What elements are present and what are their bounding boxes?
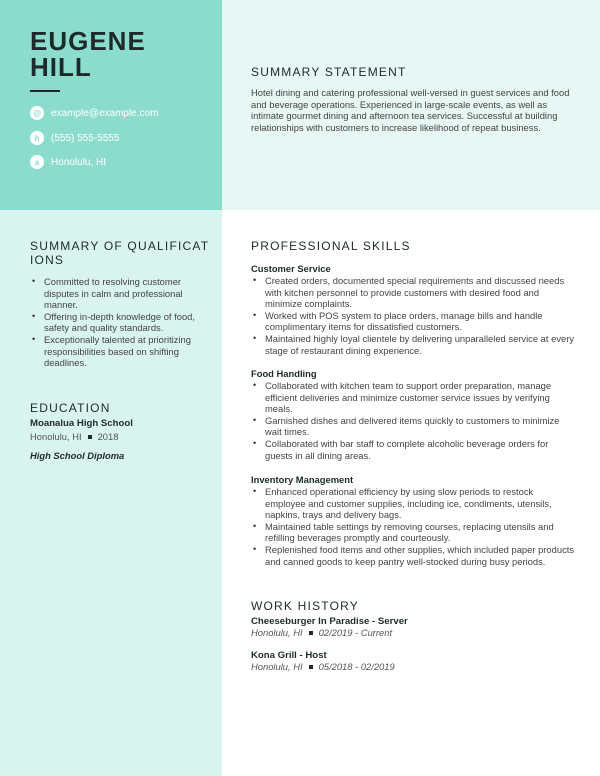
work-title: WORK HISTORY [251, 599, 359, 613]
job-title: Kona Grill - Host [251, 650, 327, 661]
education-title: EDUCATION [30, 401, 111, 415]
job-meta [251, 661, 576, 672]
contact-address [30, 155, 106, 169]
list-item: • Created orders, documented special requirements and discussed needs with kitchen personnel to provide customers with desired food and minimize complaints. [251, 275, 576, 310]
summary-title: SUMMARY STATEMENT [251, 65, 407, 79]
skills-group-name: Inventory Management [251, 474, 354, 485]
list-item: • Exceptionally talented at prioritizing responsibilities based on shifting deadlines. [30, 334, 200, 369]
list-item: • Replenished food items and other supplies, which included paper products and canned goods to keep pantry well-stocked during busy periods. [251, 544, 576, 567]
list-item: • Maintained highly loyal clientele by delivering unparalleled service at every stage of restaurant dining experience. [251, 333, 576, 356]
email-icon: @ [30, 106, 44, 120]
job-entry [251, 650, 576, 672]
skills-title: PROFESSIONAL SKILLS [251, 239, 411, 253]
job-location: Honolulu, HI [251, 661, 303, 672]
contact-email [30, 106, 158, 120]
job-meta [251, 627, 576, 638]
job-entry [251, 616, 576, 638]
list-item: • Enhanced operational efficiency by using slow periods to restock employee and customer supplies, including ice, condiments, utensils, napkins, trays and delivery bags. [251, 486, 576, 521]
job-location: Honolulu, HI [251, 627, 303, 638]
education-location: Honolulu, HI [30, 431, 82, 442]
contact-phone [30, 131, 119, 145]
last-name: HILL [30, 52, 92, 82]
email-text: example@example.com [51, 107, 159, 119]
skills-group-name: Customer Service [251, 263, 331, 274]
skills-group-customer-service [251, 263, 576, 356]
job-dates: 02/2019 - Current [318, 627, 393, 638]
separator-dot [309, 631, 313, 635]
name-divider [30, 90, 60, 92]
qualifications-title-line2: IONS [30, 253, 65, 267]
education-meta [30, 431, 210, 442]
education-year: 2018 [97, 431, 119, 442]
first-name: EUGENE [30, 26, 146, 56]
list-item: • Garnished dishes and delivered items quickly to customers to minimize wait times. [251, 415, 576, 438]
education-entry [30, 418, 210, 461]
separator-dot [309, 665, 313, 669]
skills-group-name: Food Handling [251, 368, 317, 379]
address-text: Honolulu, HI [51, 156, 107, 168]
phone-text: (555) 555-5555 [51, 132, 120, 144]
job-dates: 05/2018 - 02/2019 [318, 661, 395, 672]
skills-group-food-handling [251, 368, 576, 461]
list-item: • Offering in-depth knowledge of food, safety and quality standards. [30, 311, 200, 334]
summary-text: Hotel dining and catering professional well-versed in guest services and food and beverage operations. Experienced in large-scale events, as well as intimate gourmet dining and afternoon tea services. Successful at building relationships with customers to increase likelihood of repeat business. [251, 87, 570, 133]
candidate-name [30, 28, 146, 80]
skills-group-inventory [251, 474, 576, 567]
phone-icon: h [30, 131, 44, 145]
skills-list [251, 275, 576, 356]
skills-list [251, 486, 576, 567]
list-item: • Committed to resolving customer disputes in calm and professional manner. [30, 276, 200, 311]
qualifications-title-line1: SUMMARY OF QUALIFICAT [30, 239, 210, 253]
degree: High School Diploma [30, 450, 125, 461]
qualifications-list [30, 276, 200, 369]
list-item: • Collaborated with kitchen team to support order preparation, manage efficient deliveries and minimize customer service issues by verifying meals. [251, 380, 576, 415]
address-icon: a [30, 155, 44, 169]
separator-dot [88, 435, 92, 439]
list-item: • Worked with POS system to place orders, manage bills and handle complimentary items for dissatisfied customers. [251, 310, 576, 333]
job-title: Cheeseburger In Paradise - Server [251, 616, 408, 627]
skills-list [251, 380, 576, 461]
school-name: Moanalua High School [30, 418, 133, 429]
qualifications-title [30, 239, 209, 267]
list-item: • Collaborated with bar staff to complete alcoholic beverage orders for guests in all dining areas. [251, 438, 576, 461]
list-item: • Maintained table settings by removing courses, replacing utensils and refilling beverages promptly and courteously. [251, 521, 576, 544]
